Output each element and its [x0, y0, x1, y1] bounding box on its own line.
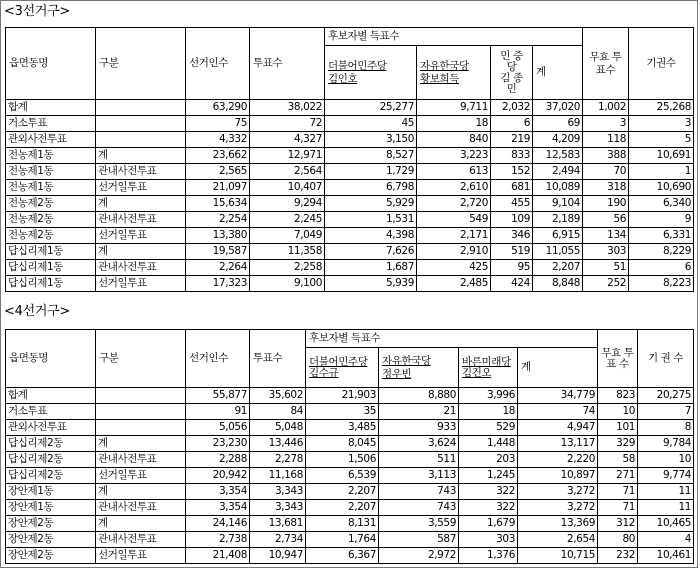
cell-invalid: 101: [598, 420, 638, 436]
cell-cand1: 5,929: [325, 196, 417, 212]
cell-gubun: 계: [96, 148, 186, 164]
header-votes: 투표수: [250, 330, 306, 388]
cell-cand2: 2,972: [379, 548, 459, 564]
cell-cand1: 1,764: [306, 532, 379, 548]
cell-gubun: 관내사전투표: [96, 260, 186, 276]
cell-cand1: 1,687: [325, 260, 417, 276]
header-abstain: 기 권 수: [638, 330, 694, 388]
cell-invalid: 388: [583, 148, 629, 164]
cell-votes: 72: [250, 116, 325, 132]
cell-cand2: 511: [379, 452, 459, 468]
cell-dong: 관외사전투표: [6, 420, 96, 436]
header-candidate-1: [325, 46, 417, 100]
cell-invalid: 329: [598, 436, 638, 452]
cell-subtotal: 2,220: [518, 452, 598, 468]
cell-electors: 23,230: [186, 436, 250, 452]
cell-cand2: 933: [379, 420, 459, 436]
cell-cand2: 21: [379, 404, 459, 420]
table-row: [6, 420, 694, 436]
cell-cand3: 833: [491, 148, 533, 164]
cell-cand1: 8,131: [306, 516, 379, 532]
cell-cand1: 2,207: [306, 500, 379, 516]
cell-abstain: 9,784: [638, 436, 694, 452]
cell-cand2: 9,711: [417, 100, 491, 116]
cell-electors: 23,662: [186, 148, 250, 164]
cell-cand3: 346: [491, 228, 533, 244]
cell-gubun: 계: [96, 516, 186, 532]
cell-cand1: 8,527: [325, 148, 417, 164]
table-row: [6, 100, 694, 116]
cell-electors: 2,565: [186, 164, 250, 180]
cell-cand3: 1,448: [459, 436, 518, 452]
cell-votes: 35,602: [250, 388, 306, 404]
header-electors: 선거인수: [186, 330, 250, 388]
cell-gubun: [96, 388, 186, 404]
cell-electors: 3,354: [186, 500, 250, 516]
cell-electors: 5,056: [186, 420, 250, 436]
cell-cand3: 322: [459, 484, 518, 500]
table-row: [6, 148, 694, 164]
cell-cand2: 743: [379, 484, 459, 500]
cell-votes: 10,407: [250, 180, 325, 196]
cell-cand3: 219: [491, 132, 533, 148]
cell-gubun: 계: [96, 244, 186, 260]
cell-gubun: 선거일투표: [96, 228, 186, 244]
header-candidate-1: [306, 348, 379, 388]
cell-cand2: 3,223: [417, 148, 491, 164]
cell-abstain: 8,223: [629, 276, 694, 292]
cell-dong: 장안제2동: [6, 548, 96, 564]
cell-dong: 답십리제2동: [6, 468, 96, 484]
cell-cand2: 3,113: [379, 468, 459, 484]
cell-electors: 13,380: [186, 228, 250, 244]
cell-subtotal: 12,583: [533, 148, 583, 164]
cell-cand2: 3,559: [379, 516, 459, 532]
cell-invalid: 118: [583, 132, 629, 148]
cell-cand2: 425: [417, 260, 491, 276]
section4-body: [6, 388, 694, 564]
cell-invalid: 823: [598, 388, 638, 404]
cell-abstain: 11: [638, 500, 694, 516]
cell-subtotal: 6,915: [533, 228, 583, 244]
header-candidates-group: 후보자별 득표수: [306, 330, 598, 348]
table-row: [6, 436, 694, 452]
cell-dong: 거소투표: [6, 116, 96, 132]
table-row: [6, 244, 694, 260]
cell-cand2: 2,171: [417, 228, 491, 244]
cell-subtotal: 3,272: [518, 500, 598, 516]
cell-cand1: 6,367: [306, 548, 379, 564]
header-candidate-2: [417, 46, 491, 100]
cell-abstain: 6,340: [629, 196, 694, 212]
cell-gubun: 선거일투표: [96, 180, 186, 196]
table-row: [6, 228, 694, 244]
cell-votes: 13,446: [250, 436, 306, 452]
cell-cand3: 109: [491, 212, 533, 228]
section3-body: [6, 100, 694, 292]
cell-subtotal: 10,897: [518, 468, 598, 484]
cell-gubun: [96, 100, 186, 116]
cell-electors: 21,097: [186, 180, 250, 196]
cell-electors: 63,290: [186, 100, 250, 116]
cell-electors: 2,738: [186, 532, 250, 548]
cell-dong: 장안제1동: [6, 500, 96, 516]
cell-cand3: 1,245: [459, 468, 518, 484]
cell-electors: 2,288: [186, 452, 250, 468]
cell-votes: 2,245: [250, 212, 325, 228]
cell-dong: 장안제2동: [6, 516, 96, 532]
cell-cand2: 840: [417, 132, 491, 148]
cell-electors: 15,634: [186, 196, 250, 212]
header-invalid: 무효 투 표 수: [598, 330, 638, 388]
cell-gubun: 관내사전투표: [96, 452, 186, 468]
cell-dong: 합계: [6, 100, 96, 116]
cell-dong: 전농제1동: [6, 180, 96, 196]
cell-abstain: 4: [638, 532, 694, 548]
cell-cand3: 95: [491, 260, 533, 276]
cell-gubun: 관내사전투표: [96, 212, 186, 228]
header-dong: 읍면동명: [6, 330, 96, 388]
cell-cand2: 2,485: [417, 276, 491, 292]
cell-cand1: 6,539: [306, 468, 379, 484]
cell-votes: 4,327: [250, 132, 325, 148]
cell-gubun: 계: [96, 196, 186, 212]
cell-cand2: 8,880: [379, 388, 459, 404]
cell-abstain: 10,690: [629, 180, 694, 196]
cell-abstain: 10: [638, 452, 694, 468]
cell-abstain: 10,465: [638, 516, 694, 532]
table-row: [6, 532, 694, 548]
table-row: [6, 164, 694, 180]
cell-invalid: 312: [598, 516, 638, 532]
cell-subtotal: 2,207: [533, 260, 583, 276]
section3-title: <3선거구>: [4, 4, 70, 19]
cell-subtotal: 37,020: [533, 100, 583, 116]
cell-cand3: 18: [459, 404, 518, 420]
candidate-3-name: 김건오: [462, 366, 492, 379]
cell-dong: 답십리제1동: [6, 276, 96, 292]
cell-invalid: 190: [583, 196, 629, 212]
cell-subtotal: 11,055: [533, 244, 583, 260]
cell-invalid: 1,002: [583, 100, 629, 116]
cell-cand2: 743: [379, 500, 459, 516]
cell-cand3: 152: [491, 164, 533, 180]
cell-invalid: 51: [583, 260, 629, 276]
cell-invalid: 80: [598, 532, 638, 548]
cell-cand1: 2,207: [306, 484, 379, 500]
candidate-3-party: 바른미래당: [462, 355, 511, 368]
section4-header-row1: [6, 330, 694, 348]
cell-cand1: 1,729: [325, 164, 417, 180]
section4-title: <4선거구>: [4, 304, 70, 319]
cell-votes: 5,048: [250, 420, 306, 436]
cell-votes: 2,278: [250, 452, 306, 468]
cell-invalid: 71: [598, 484, 638, 500]
cell-abstain: 6: [629, 260, 694, 276]
cell-votes: 38,022: [250, 100, 325, 116]
cell-electors: 20,942: [186, 468, 250, 484]
cell-electors: 55,877: [186, 388, 250, 404]
cell-invalid: 10: [598, 404, 638, 420]
cell-dong: 전농제2동: [6, 228, 96, 244]
header-votes: 투표수: [250, 28, 325, 100]
cell-cand2: 2,910: [417, 244, 491, 260]
cell-electors: 3,354: [186, 484, 250, 500]
cell-cand3: 2,032: [491, 100, 533, 116]
cell-dong: 전농제1동: [6, 148, 96, 164]
table-row: [6, 212, 694, 228]
cell-cand3: 1,679: [459, 516, 518, 532]
cell-abstain: 7: [638, 404, 694, 420]
cell-cand3: 455: [491, 196, 533, 212]
cell-electors: 24,146: [186, 516, 250, 532]
cell-abstain: 1: [629, 164, 694, 180]
cell-abstain: 20,275: [638, 388, 694, 404]
cell-cand3: 529: [459, 420, 518, 436]
cell-cand1: 6,798: [325, 180, 417, 196]
cell-gubun: [96, 132, 186, 148]
cell-subtotal: 2,189: [533, 212, 583, 228]
cell-cand1: 1,531: [325, 212, 417, 228]
cell-dong: 답십리제1동: [6, 244, 96, 260]
table-row: [6, 452, 694, 468]
table-row: [6, 516, 694, 532]
cell-dong: 장안제2동: [6, 532, 96, 548]
cell-cand1: 3,485: [306, 420, 379, 436]
header-subtotal: 계: [533, 46, 583, 100]
cell-abstain: 8: [638, 420, 694, 436]
candidate-2-name: 정우빈: [382, 367, 412, 380]
cell-invalid: 3: [583, 116, 629, 132]
cell-subtotal: 13,369: [518, 516, 598, 532]
cell-cand1: 7,626: [325, 244, 417, 260]
candidate-1-party: 더불어민주당: [328, 59, 387, 72]
table-row: [6, 468, 694, 484]
cell-cand2: 2,720: [417, 196, 491, 212]
header-gubun: 구분: [96, 330, 186, 388]
cell-abstain: 9: [629, 212, 694, 228]
cell-dong: 답십리제2동: [6, 436, 96, 452]
cell-invalid: 271: [598, 468, 638, 484]
table-row: [6, 132, 694, 148]
header-invalid: 무효 투표수: [583, 28, 629, 100]
header-electors: 선거인수: [186, 28, 250, 100]
cell-abstain: 10,461: [638, 548, 694, 564]
candidate-2-party: 자유한국당: [382, 354, 431, 367]
cell-cand2: 613: [417, 164, 491, 180]
cell-electors: 19,587: [186, 244, 250, 260]
candidate-3-name: 김 종 민: [500, 71, 523, 95]
cell-abstain: 25,268: [629, 100, 694, 116]
table-row: [6, 196, 694, 212]
cell-cand3: 681: [491, 180, 533, 196]
cell-dong: 전농제2동: [6, 212, 96, 228]
cell-gubun: 선거일투표: [96, 548, 186, 564]
cell-votes: 2,258: [250, 260, 325, 276]
cell-electors: 75: [186, 116, 250, 132]
cell-subtotal: 10,089: [533, 180, 583, 196]
section4-table: [5, 329, 694, 564]
cell-electors: 17,323: [186, 276, 250, 292]
cell-gubun: 선거일투표: [96, 468, 186, 484]
cell-votes: 84: [250, 404, 306, 420]
cell-subtotal: 69: [533, 116, 583, 132]
cell-votes: 9,100: [250, 276, 325, 292]
cell-votes: 10,947: [250, 548, 306, 564]
cell-votes: 7,049: [250, 228, 325, 244]
cell-subtotal: 8,848: [533, 276, 583, 292]
cell-votes: 2,734: [250, 532, 306, 548]
cell-abstain: 5: [629, 132, 694, 148]
header-candidates-group: 후보자별 득표수: [325, 28, 583, 46]
header-gubun: 구분: [96, 28, 186, 100]
candidate-2-name: 황보희득: [420, 72, 459, 85]
cell-cand1: 25,277: [325, 100, 417, 116]
candidate-1-name: 김수규: [309, 366, 339, 379]
cell-cand1: 1,506: [306, 452, 379, 468]
cell-subtotal: 74: [518, 404, 598, 420]
cell-subtotal: 10,715: [518, 548, 598, 564]
cell-invalid: 70: [583, 164, 629, 180]
header-abstain: 기권수: [629, 28, 694, 100]
cell-gubun: 관내사전투표: [96, 532, 186, 548]
cell-subtotal: 9,104: [533, 196, 583, 212]
cell-cand1: 5,939: [325, 276, 417, 292]
cell-gubun: 계: [96, 436, 186, 452]
cell-cand1: 21,903: [306, 388, 379, 404]
cell-cand3: 519: [491, 244, 533, 260]
header-candidate-2: [379, 348, 459, 388]
cell-cand2: 2,610: [417, 180, 491, 196]
cell-gubun: [96, 404, 186, 420]
cell-votes: 13,681: [250, 516, 306, 532]
table-row: [6, 500, 694, 516]
table-row: [6, 116, 694, 132]
cell-abstain: 6,331: [629, 228, 694, 244]
table-row: [6, 260, 694, 276]
cell-abstain: 8,229: [629, 244, 694, 260]
table-row: [6, 180, 694, 196]
cell-cand3: 424: [491, 276, 533, 292]
cell-subtotal: 13,117: [518, 436, 598, 452]
header-dong: 읍면동명: [6, 28, 96, 100]
cell-dong: 합계: [6, 388, 96, 404]
table-row: [6, 484, 694, 500]
cell-cand1: 8,045: [306, 436, 379, 452]
cell-cand1: 45: [325, 116, 417, 132]
cell-gubun: 관내사전투표: [96, 500, 186, 516]
cell-electors: 91: [186, 404, 250, 420]
cell-electors: 2,254: [186, 212, 250, 228]
cell-votes: 3,343: [250, 500, 306, 516]
cell-votes: 12,971: [250, 148, 325, 164]
cell-gubun: 계: [96, 484, 186, 500]
cell-invalid: 252: [583, 276, 629, 292]
cell-subtotal: 3,272: [518, 484, 598, 500]
table-row: [6, 404, 694, 420]
cell-dong: 전농제2동: [6, 196, 96, 212]
cell-subtotal: 2,494: [533, 164, 583, 180]
header-candidate-3: [459, 348, 518, 388]
cell-dong: 장안제1동: [6, 484, 96, 500]
cell-invalid: 58: [598, 452, 638, 468]
cell-votes: 11,168: [250, 468, 306, 484]
cell-electors: 2,264: [186, 260, 250, 276]
cell-dong: 전농제1동: [6, 164, 96, 180]
cell-gubun: [96, 420, 186, 436]
section3-table: [5, 27, 694, 292]
table-row: [6, 276, 694, 292]
cell-subtotal: 34,779: [518, 388, 598, 404]
cell-cand3: 3,996: [459, 388, 518, 404]
candidate-1-name: 김인호: [328, 72, 358, 85]
cell-invalid: 56: [583, 212, 629, 228]
cell-cand1: 3,150: [325, 132, 417, 148]
table-row: [6, 388, 694, 404]
cell-cand1: 4,398: [325, 228, 417, 244]
cell-invalid: 71: [598, 500, 638, 516]
cell-cand2: 587: [379, 532, 459, 548]
cell-electors: 21,408: [186, 548, 250, 564]
cell-dong: 거소투표: [6, 404, 96, 420]
header-subtotal: 계: [518, 348, 598, 388]
cell-invalid: 318: [583, 180, 629, 196]
cell-invalid: 134: [583, 228, 629, 244]
cell-abstain: 10,691: [629, 148, 694, 164]
table-row: [6, 548, 694, 564]
cell-gubun: 선거일투표: [96, 276, 186, 292]
cell-cand3: 1,376: [459, 548, 518, 564]
cell-votes: 3,343: [250, 484, 306, 500]
cell-subtotal: 2,654: [518, 532, 598, 548]
cell-dong: 답십리제2동: [6, 452, 96, 468]
cell-gubun: 관내사전투표: [96, 164, 186, 180]
cell-cand2: 18: [417, 116, 491, 132]
cell-cand1: 35: [306, 404, 379, 420]
cell-cand2: 3,624: [379, 436, 459, 452]
section3-header-row1: [6, 28, 694, 46]
header-candidate-3: [491, 46, 533, 100]
cell-votes: 2,564: [250, 164, 325, 180]
cell-votes: 9,294: [250, 196, 325, 212]
cell-subtotal: 4,209: [533, 132, 583, 148]
cell-invalid: 232: [598, 548, 638, 564]
cell-cand3: 303: [459, 532, 518, 548]
cell-cand3: 322: [459, 500, 518, 516]
cell-cand3: 6: [491, 116, 533, 132]
cell-cand2: 549: [417, 212, 491, 228]
cell-abstain: 11: [638, 484, 694, 500]
candidate-1-party: 더불어민주당: [309, 355, 368, 368]
candidate-2-party: 자유한국당: [420, 59, 469, 72]
cell-gubun: [96, 116, 186, 132]
cell-invalid: 303: [583, 244, 629, 260]
cell-abstain: 9,774: [638, 468, 694, 484]
cell-dong: 답십리제1동: [6, 260, 96, 276]
cell-cand3: 203: [459, 452, 518, 468]
cell-votes: 11,358: [250, 244, 325, 260]
cell-subtotal: 4,947: [518, 420, 598, 436]
cell-abstain: 3: [629, 116, 694, 132]
cell-dong: 관외사전투표: [6, 132, 96, 148]
cell-electors: 4,332: [186, 132, 250, 148]
candidate-3-party: 민 중 당: [500, 49, 523, 73]
